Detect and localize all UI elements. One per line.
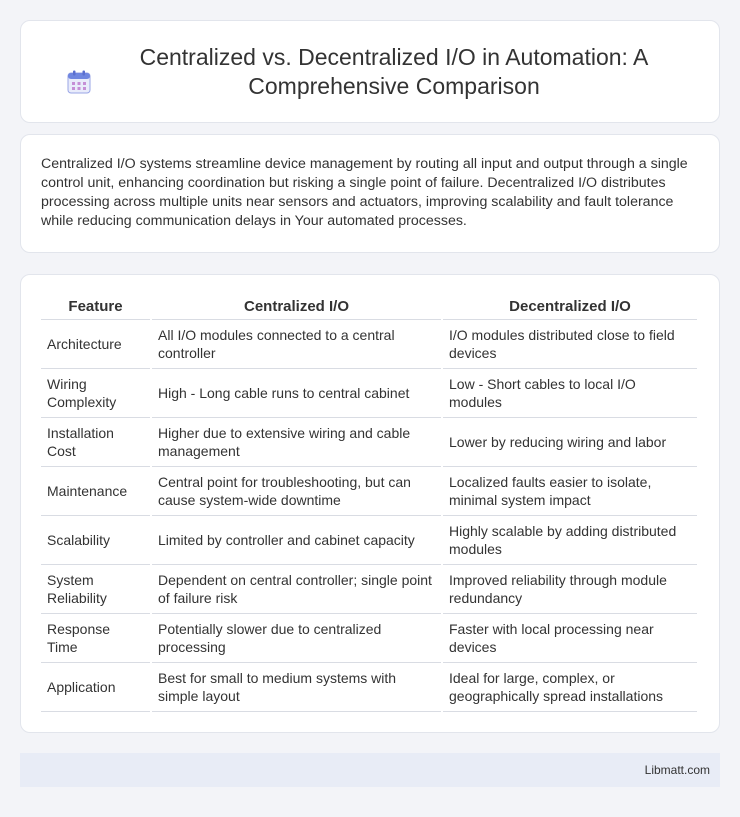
table-row: [41, 663, 697, 712]
feature-cell: Maintenance: [41, 467, 150, 516]
intro-card: [20, 134, 720, 253]
table-row: [41, 320, 697, 369]
centralized-cell: All I/O modules connected to a central controller: [152, 320, 441, 369]
centralized-cell: High - Long cable runs to central cabinet: [152, 369, 441, 418]
centralized-cell: Central point for troubleshooting, but can cause system-wide downtime: [152, 467, 441, 516]
decentralized-cell: Localized faults easier to isolate, minimal system impact: [443, 467, 697, 516]
decentralized-cell: I/O modules distributed close to field devices: [443, 320, 697, 369]
feature-cell: Installation Cost: [41, 418, 150, 467]
title-wrap: [50, 43, 690, 101]
title-card: [20, 20, 720, 123]
feature-cell: Response Time: [41, 614, 150, 663]
calendar-icon: [66, 69, 92, 95]
decentralized-cell: Faster with local processing near devices: [443, 614, 697, 663]
header-centralized: Centralized I/O: [152, 295, 441, 320]
feature-cell: Architecture: [41, 320, 150, 369]
comparison-table: [39, 295, 699, 712]
comparison-card: [20, 274, 720, 733]
decentralized-cell: Low - Short cables to local I/O modules: [443, 369, 697, 418]
page-title: Centralized vs. Decentralized I/O in Automation: A Comprehensive Comparison: [139, 43, 649, 99]
decentralized-cell: Ideal for large, complex, or geographically spread installations: [443, 663, 697, 712]
feature-cell: Scalability: [41, 516, 150, 565]
table-row: [41, 565, 697, 614]
centralized-cell: Best for small to medium systems with simple layout: [152, 663, 441, 712]
header-decentralized: Decentralized I/O: [443, 295, 697, 320]
table-row: [41, 614, 697, 663]
footer-brand[interactable]: Libmatt.com: [644, 763, 710, 777]
centralized-cell: Dependent on central controller; single point of failure risk: [152, 565, 441, 614]
table-row: [41, 369, 697, 418]
feature-cell: Wiring Complexity: [41, 369, 150, 418]
intro-paragraph: Centralized I/O systems streamline device management by routing all input and output through a single control unit, enhancing coordination but risking a single point of failure. Decentralized I/O distributes processing across multiple units near sensors and actuators, improving scalability and fault tolerance while reducing communication delays in Your automated processes.: [41, 156, 688, 229]
decentralized-cell: Highly scalable by adding distributed modules: [443, 516, 697, 565]
centralized-cell: Higher due to extensive wiring and cable management: [152, 418, 441, 467]
header-feature: Feature: [41, 295, 150, 320]
table-row: [41, 467, 697, 516]
table-header-row: [41, 295, 697, 320]
table-row: [41, 516, 697, 565]
feature-cell: Application: [41, 663, 150, 712]
feature-cell: System Reliability: [41, 565, 150, 614]
decentralized-cell: Improved reliability through module redundancy: [443, 565, 697, 614]
table-row: [41, 418, 697, 467]
decentralized-cell: Lower by reducing wiring and labor: [443, 418, 697, 467]
centralized-cell: Potentially slower due to centralized processing: [152, 614, 441, 663]
centralized-cell: Limited by controller and cabinet capacity: [152, 516, 441, 565]
footer: [20, 753, 720, 787]
